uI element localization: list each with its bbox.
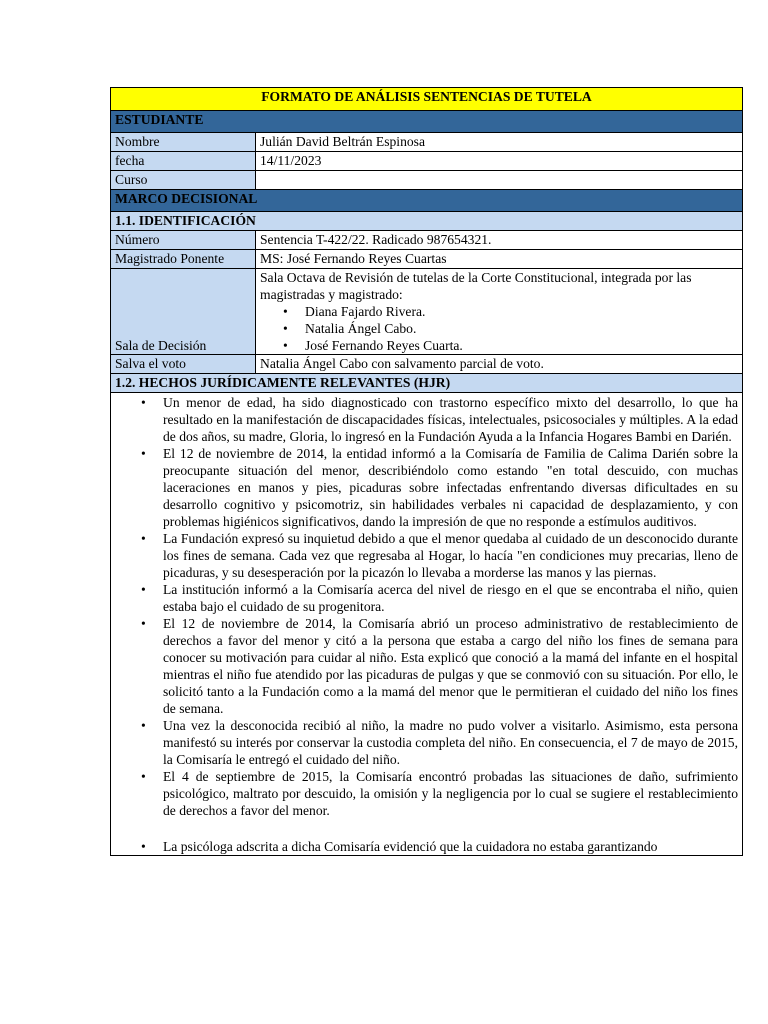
hecho-item: [141, 615, 738, 717]
bullet-icon: •: [141, 769, 146, 784]
bullet-icon: •: [283, 321, 288, 336]
hecho-text: La Fundación expresó su inquietud debido a que el menor quedaba al cuidado de un desconocido durante los fines de semana. Cada vez que regresaba al Hogar, lo hacía "en condiciones muy precarias, lleno de picaduras, y su desesperación por la picazón lo llevaba a morderse las manos y las piernas.: [163, 531, 738, 580]
sala-value: [256, 269, 743, 355]
hecho-item: [141, 394, 738, 445]
hecho-item: [141, 717, 738, 768]
form-table: [110, 87, 743, 856]
hechos-section-row: [111, 374, 743, 393]
sala-member: [283, 303, 738, 320]
sala-member-name: Diana Fajardo Rivera.: [305, 304, 426, 319]
sala-members-list: [260, 303, 738, 354]
sala-row: [111, 269, 743, 355]
curso-row: [111, 171, 743, 190]
sala-member: [283, 320, 738, 337]
hechos-content: [111, 393, 743, 856]
hechos-list: [115, 394, 738, 855]
curso-label: Curso: [111, 171, 256, 190]
bullet-icon: •: [141, 582, 146, 597]
fecha-label: fecha: [111, 152, 256, 171]
student-section-row: [111, 111, 743, 133]
bullet-icon: •: [283, 338, 288, 353]
bullet-icon: •: [141, 395, 146, 410]
marco-section-heading: MARCO DECISIONAL: [111, 190, 743, 212]
bullet-icon: •: [141, 446, 146, 461]
salva-value: Natalia Ángel Cabo con salvamento parcial de voto.: [256, 355, 743, 374]
hecho-item: [141, 838, 738, 855]
hecho-text: El 12 de noviembre de 2014, la Comisaría abrió un proceso administrativo de restablecimiento de derechos a favor del menor y citó a la persona que estaba a cargo del niño los fines de semana para conocer su motivación para cuidar al niño. Esta explicó que conoció a la mamá del infante en el hospital mientras el niño fue atendido por las picaduras de pulgas y que se conmovió con su situación. Por ello, le solicitó tanto a la Fundación como a la mamá del menor que le permitieran el cuidado del niño los fines de semana.: [163, 616, 738, 716]
hecho-item: [141, 581, 738, 615]
hecho-item: [141, 768, 738, 819]
identificacion-section-row: [111, 212, 743, 231]
salva-row: [111, 355, 743, 374]
sala-member-name: Natalia Ángel Cabo.: [305, 321, 417, 336]
nombre-value: Julián David Beltrán Espinosa: [256, 133, 743, 152]
sala-intro: Sala Octava de Revisión de tutelas de la Corte Constitucional, integrada por las magistradas y magistrado:: [260, 270, 692, 302]
sala-label: Sala de Decisión: [111, 269, 256, 355]
hecho-text: La psicóloga adscrita a dicha Comisaría evidenció que la cuidadora no estaba garantizando: [163, 839, 658, 854]
numero-value: Sentencia T-422/22. Radicado 987654321.: [256, 231, 743, 250]
hecho-text: La institución informó a la Comisaría acerca del nivel de riesgo en el que se encontraba el niño, quien estaba bajo el cuidado de su progenitora.: [163, 582, 738, 614]
nombre-row: [111, 133, 743, 152]
magistrado-label: Magistrado Ponente: [111, 250, 256, 269]
salva-label: Salva el voto: [111, 355, 256, 374]
bullet-icon: •: [141, 718, 146, 733]
magistrado-row: [111, 250, 743, 269]
hechos-section-heading: 1.2. HECHOS JURÍDICAMENTE RELEVANTES (HJR): [111, 374, 743, 393]
identificacion-section-heading: 1.1. IDENTIFICACIÓN: [111, 212, 743, 231]
hecho-item: [141, 530, 738, 581]
numero-label: Número: [111, 231, 256, 250]
hecho-text: Un menor de edad, ha sido diagnosticado con trastorno específico mixto del desarrollo, lo que ha resultado en la manifestación de discapacidades físicas, intelectuales, psicosociales y múltiples. A la edad de dos años, su madre, Gloria, lo ingresó en la Fundación Ayuda a la Infancia Hogares Bambi en Darién.: [163, 395, 738, 444]
magistrado-value: MS: José Fernando Reyes Cuartas: [256, 250, 743, 269]
hecho-item: [141, 445, 738, 530]
hecho-text: Una vez la desconocida recibió al niño, la madre no pudo volver a visitarlo. Asimismo, esta persona manifestó su interés por conservar la custodia completa del niño. En consecuencia, el 7 de mayo de 2015, la Comisaría le entregó el cuidado del niño.: [163, 718, 738, 767]
sala-member-name: José Fernando Reyes Cuarta.: [305, 338, 463, 353]
bullet-icon: •: [141, 839, 146, 854]
title-row: [111, 88, 743, 111]
bullet-icon: •: [141, 531, 146, 546]
bullet-icon: •: [283, 304, 288, 319]
bullet-icon: •: [141, 616, 146, 631]
fecha-value: 14/11/2023: [256, 152, 743, 171]
tutela-analysis-form: [110, 87, 742, 856]
numero-row: [111, 231, 743, 250]
fecha-row: [111, 152, 743, 171]
marco-section-row: [111, 190, 743, 212]
student-section-heading: ESTUDIANTE: [111, 111, 743, 133]
curso-value: [256, 171, 743, 190]
nombre-label: Nombre: [111, 133, 256, 152]
form-title: FORMATO DE ANÁLISIS SENTENCIAS DE TUTELA: [111, 88, 743, 111]
sala-member: [283, 337, 738, 354]
hecho-text: El 4 de septiembre de 2015, la Comisaría encontró probadas las situaciones de daño, sufrimiento psicológico, maltrato por descuido, la omisión y la negligencia por lo cual se sugiere el restablecimiento de derechos a favor del menor.: [163, 769, 738, 818]
hechos-row: [111, 393, 743, 856]
hecho-text: El 12 de noviembre de 2014, la entidad informó a la Comisaría de Familia de Calima Darién sobre la preocupante situación del menor, describiéndolo como estando "en total descuido, con muchas laceraciones en manos y pies, picaduras sobre infectadas enfrentando diversas dificultades en su desarrollo cognitivo y psicomotriz, sin habilidades verbales ni capacidad de desplazamiento, y con problemas higiénicos significativos, dando la impresión de que no responde a estímulos auditivos.: [163, 446, 738, 529]
